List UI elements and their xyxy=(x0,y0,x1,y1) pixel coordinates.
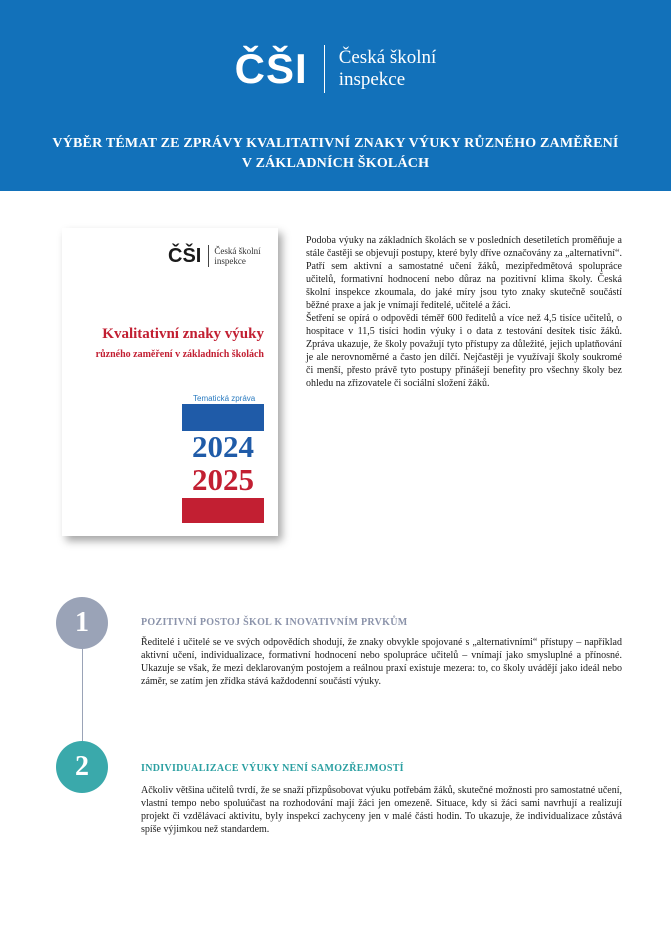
cover-logo-line-1: Česká školní xyxy=(214,246,261,256)
logo-divider xyxy=(324,45,325,93)
csi-logo xyxy=(0,45,671,93)
logo-mark: ČŠI xyxy=(234,45,308,92)
cover-logo-text xyxy=(214,246,260,266)
title-line-2: V ZÁKLADNÍCH ŠKOLÁCH xyxy=(241,156,430,171)
section-1-title: POZITIVNÍ POSTOJ ŠKOL K INOVATIVNÍM PRVKŮM xyxy=(141,617,408,628)
report-cover xyxy=(62,228,278,536)
cover-year-1: 2024 xyxy=(192,429,254,464)
header-banner xyxy=(0,0,671,191)
section-2-body: Ačkoliv většina učitelů tvrdí, že se snaží přizpůsobovat výuku potřebám žáků, skutečné možnosti pro samostatné učení, vlastní tempo nebo spoluúčast na rozhodování mají žáci jen omezeně. Situace, kdy si žáci sami navrhují a realizují projekt či vzdělávací aktivitu, byly inspekcí zachyceny jen v malé části hodin. To ukazuje, že individualizace zůstává spíše výjimkou než standardem. xyxy=(141,785,622,835)
cover-logo xyxy=(168,245,261,267)
logo-line-2: inspekce xyxy=(338,69,406,90)
section-2-number: 2 xyxy=(56,741,108,793)
page-title xyxy=(0,134,671,174)
cover-subtitle: různého zaměření v základních školách xyxy=(95,349,264,360)
title-line-1: VÝBĚR TÉMAT ZE ZPRÁVY KVALITATIVNÍ ZNAKY VÝUKY RŮZNÉHO ZAMĚŘENÍ xyxy=(52,136,619,151)
cover-logo-mark: ČŠI xyxy=(168,245,202,267)
intro-paragraph-2: Šetření se opírá o odpovědi téměř 600 ředitelů a více než 4,5 tisíce učitelů, o hospitace v 11,5 tisíci hodin výuky i o data z testování desítek tisíc žáků. Zpráva ukazuje, že školy považují tyto přístupy za důležité, jejich uplatňování je ale nerovnoměrné a často jen dílčí. Nejčastěji je využívají školy soukromé či menší, přesto právě tyto postupy přinášejí benefity pro všechny školy bez ohledu na zřizovatele či sociální složení žáků. xyxy=(306,313,622,389)
logo-text xyxy=(339,47,437,91)
cover-year-2: 2025 xyxy=(192,462,254,497)
cover-red-band xyxy=(182,498,264,523)
cover-title: Kvalitativní znaky výuky xyxy=(102,326,264,342)
intro-paragraph-1: Podoba výuky na základních školách se v posledních desetiletích proměňuje a stále častěji se objevují postupy, které byly dříve označovány za „alternativní“. Patří sem aktivní a samostatné učení žáků, mezipředmětová spolupráce učitelů, formativní hodnocení nebo důraz na pozitivní klima školy. Česká školní inspekce zkoumala, do jaké míry jsou tyto znaky skutečně součástí běžné praxe a jak je vnímají ředitelé, učitelé a žáci. xyxy=(306,235,622,311)
section-1-number: 1 xyxy=(56,597,108,649)
intro-text xyxy=(306,234,622,390)
cover-label: Tematická zpráva xyxy=(193,394,256,403)
timeline-connector xyxy=(82,648,83,744)
cover-blue-band xyxy=(182,404,264,431)
section-1-body: Ředitelé i učitelé se ve svých odpovědích shodují, že znaky obvykle spojované s „alternativními“ přístupy – například aktivní učení, individualizace, formativní hodnocení nebo spolupráce učitelů – vnímají jako smysluplné a přínosné. Ukazuje se však, že mezi deklarovaným postojem a reálnou praxí existuje mezera: to, co školy uvádějí jako ideál nebo záměr, se zatím jen zřídka stává každodenní součástí výuky. xyxy=(141,637,622,687)
cover-logo-line-2: inspekce xyxy=(214,256,246,266)
logo-line-1: Česká školní xyxy=(338,47,437,68)
cover-logo-divider xyxy=(208,245,209,267)
section-2-title: INDIVIDUALIZACE VÝUKY NENÍ SAMOZŘEJMOSTÍ xyxy=(141,763,404,774)
